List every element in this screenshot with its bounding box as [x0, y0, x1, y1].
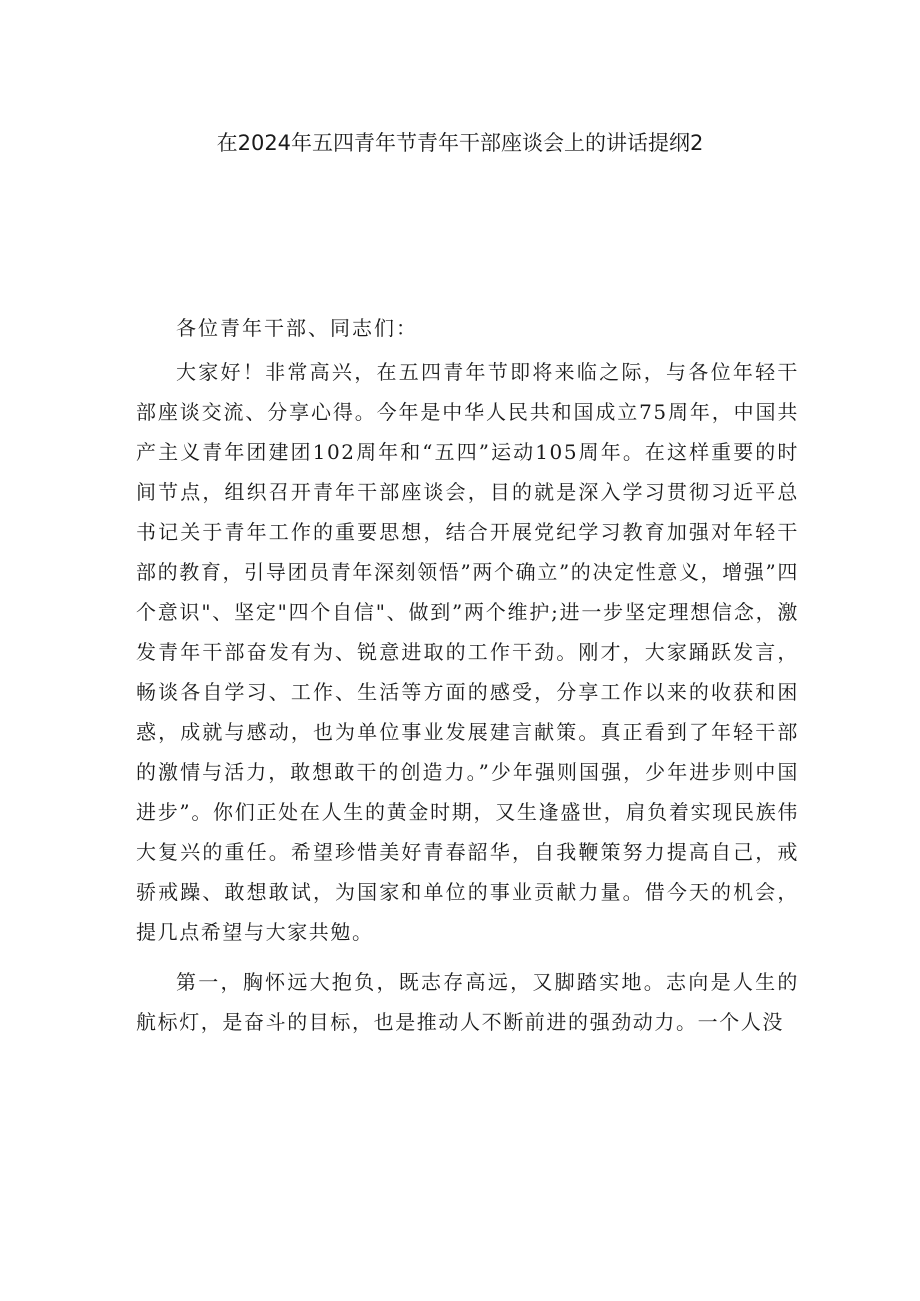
document-body — [136, 308, 799, 1042]
paragraph-opening: 大家好！非常高兴，在五四青年节即将来临之际，与各位年轻干部座谈交流、分享心得。今年是中华人民共和国成立75周年，中国共产主义青年团建团102周年和“五四”运动105周年。在这样重要的时间节点，组织召开青年干部座谈会，目的就是深入学习贯彻习近平总书记关于青年工作的重要思想，结合开展党纪学习教育加强对年轻干部的教育，引导团员青年深刻领悟”两个确立”的决定性意义，增强”四个意识"、坚定"四个自信"、做到”两个维护;进一步坚定理想信念，激发青年干部奋发有为、锐意进取的工作干劲。刚才，大家踊跃发言，畅谈各自学习、工作、生活等方面的感受，分享工作以来的收获和困惑，成就与感动，也为单位事业发展建言献策。真正看到了年轻干部的激情与活力，敢想敢干的创造力。”少年强则国强，少年进步则中国进步”。你们正处在人生的黄金时期，又生逢盛世，肩负着实现民族伟大复兴的重任。希望珍惜美好青春韶华，自我鞭策努力提高自己，戒骄戒躁、敢想敢试，为国家和单位的事业贡献力量。借今天的机会，提几点希望与大家共勉。 — [136, 360, 799, 944]
document-title: 在2024年五四青年节青年干部座谈会上的讲话提纲2 — [216, 131, 704, 155]
greeting-line: 各位青年干部、同志们： — [176, 316, 418, 340]
paragraph-first-point: 第一，胸怀远大抱负，既志存高远，又脚踏实地。志向是人生的航标灯，是奋斗的目标，也是推动人不断前进的强劲动力。一个人没 — [136, 970, 799, 1034]
